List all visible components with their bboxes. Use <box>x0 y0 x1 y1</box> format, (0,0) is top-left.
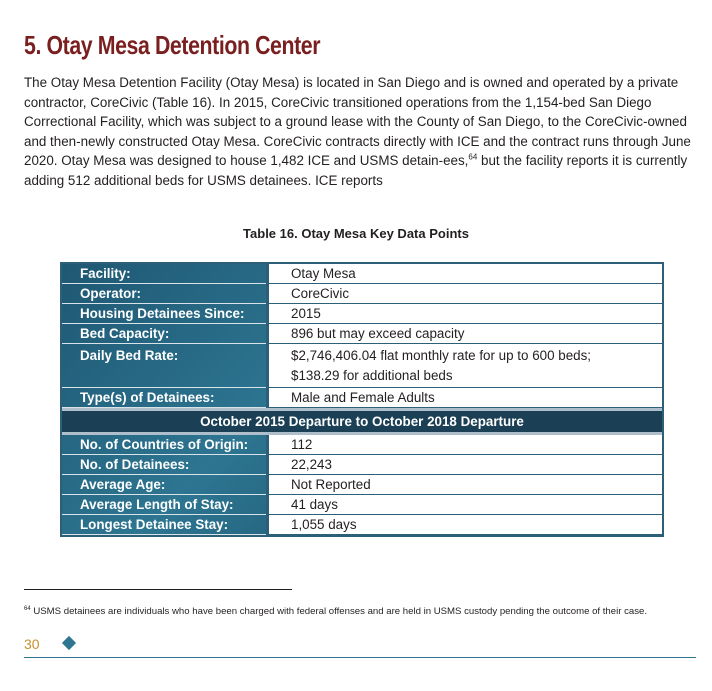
period-band: October 2015 Departure to October 2018 Departure <box>62 408 662 435</box>
row-label: Housing Detainees Since: <box>62 304 266 324</box>
row-label: Average Length of Stay: <box>62 495 266 515</box>
row-label: Facility: <box>62 264 266 284</box>
table-row <box>62 515 662 535</box>
body-paragraph <box>24 73 692 191</box>
row-value: 2015 <box>266 304 662 324</box>
row-value-line: $2,746,406.04 flat monthly rate for up to 600 beds; <box>291 348 592 363</box>
row-value: Otay Mesa <box>266 264 662 284</box>
table-row <box>62 284 662 304</box>
key-data-table <box>60 262 664 537</box>
table-row <box>62 304 662 324</box>
row-label: Bed Capacity: <box>62 324 266 344</box>
row-label: Longest Detainee Stay: <box>62 515 266 535</box>
row-value: 112 <box>266 435 662 455</box>
table-row <box>62 344 662 388</box>
page-number: 30 <box>24 636 40 652</box>
diamond-icon <box>62 636 76 650</box>
footnote-number: 64 <box>24 606 31 612</box>
table-row <box>62 495 662 515</box>
row-value-line: $138.29 for additional beds <box>291 367 453 383</box>
row-label: Daily Bed Rate: <box>62 344 266 388</box>
row-value: Male and Female Adults <box>266 388 662 408</box>
table-row <box>62 388 662 408</box>
body-text: The Otay Mesa Detention Facility (Otay Mesa) is located in San Diego and is owned and operated by a private contractor, CoreCivic (Table 16). In 2015, CoreCivic transitioned operations from the 1,154-bed San Diego Correctional Facility, which was subject to a ground lease with the County of San Diego, to the CoreCivic-owned and then-newly constructed Otay Mesa. CoreCivic contracts directly with ICE and the contract runs through June 2020. Otay Mesa was designed to house 1,482 ICE and USMS detain-ees, <box>24 75 691 169</box>
row-value: 22,243 <box>266 455 662 475</box>
row-label: No. of Countries of Origin: <box>62 435 266 455</box>
table-row <box>62 324 662 344</box>
row-label: Average Age: <box>62 475 266 495</box>
row-value: 1,055 days <box>266 515 662 535</box>
row-label: Type(s) of Detainees: <box>62 388 266 408</box>
footnote-reference[interactable]: 64 <box>468 152 478 162</box>
body-text-continued: but the facility reports it is currently adding 512 additional beds for USMS detainees. ICE reports <box>24 153 688 188</box>
row-value: 41 days <box>266 495 662 515</box>
row-value: Not Reported <box>266 475 662 495</box>
table-row <box>62 435 662 455</box>
table-caption: Table 16. Otay Mesa Key Data Points <box>243 226 469 241</box>
footnote-divider <box>24 589 292 590</box>
footnote <box>24 606 647 617</box>
row-label: Operator: <box>62 284 266 304</box>
footnote-text: USMS detainees are individuals who have been charged with federal offenses and are held in USMS custody pending the outcome of their case. <box>30 606 648 618</box>
section-heading: 5. Otay Mesa Detention Center <box>24 30 321 60</box>
row-value <box>266 344 662 388</box>
row-value: CoreCivic <box>266 284 662 304</box>
row-label: No. of Detainees: <box>62 455 266 475</box>
footer-divider <box>24 657 696 658</box>
table-row <box>62 264 662 284</box>
table-row <box>62 455 662 475</box>
table-row <box>62 475 662 495</box>
row-value: 896 but may exceed capacity <box>266 324 662 344</box>
